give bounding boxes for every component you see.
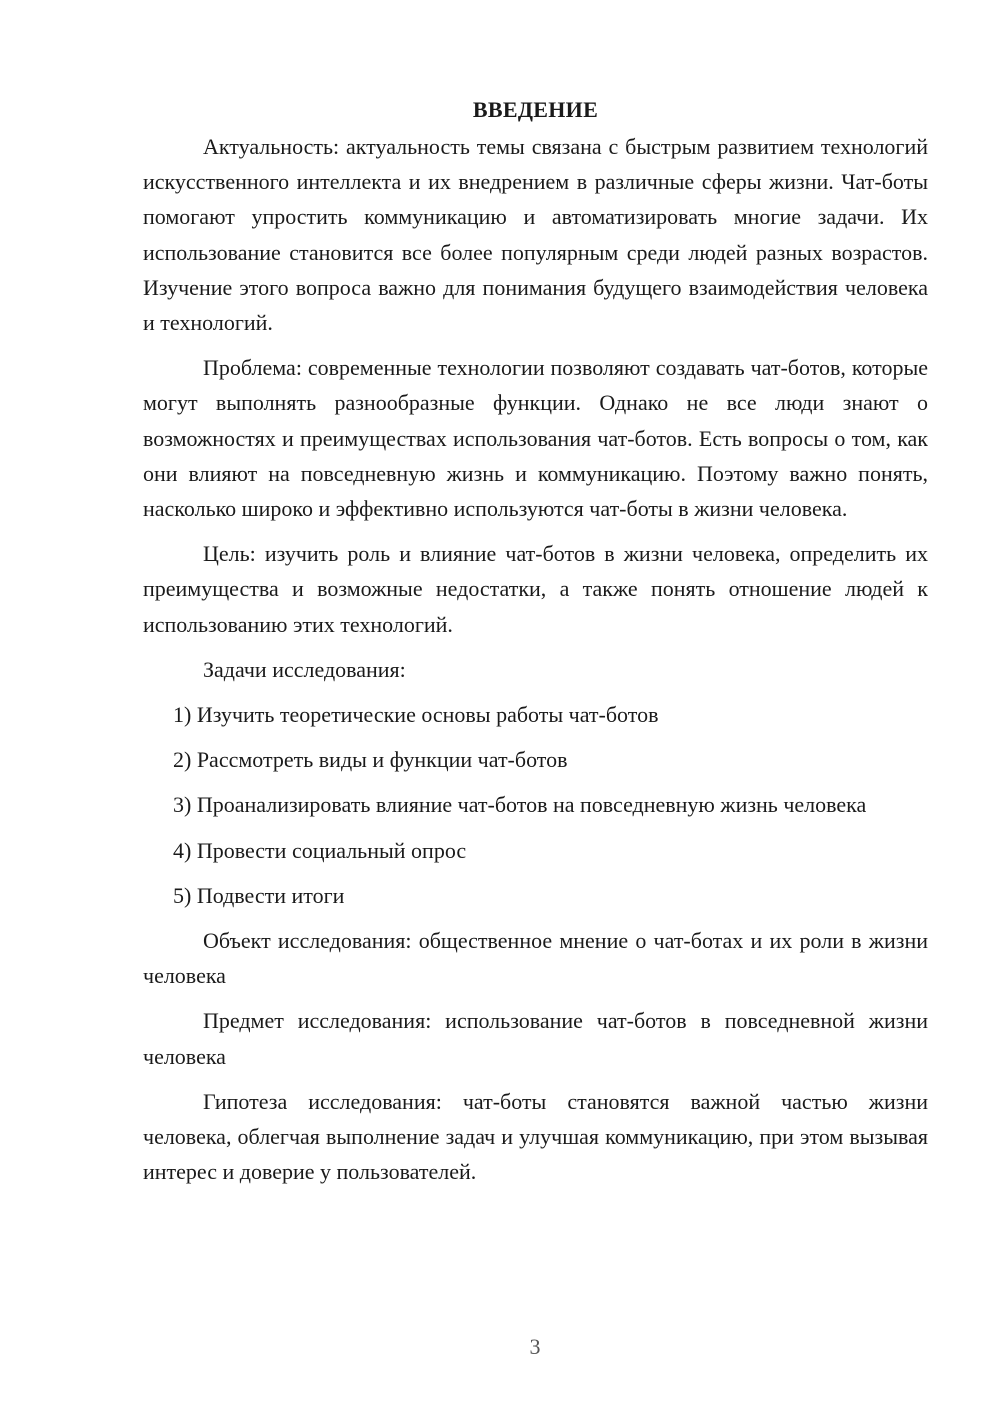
paragraph-relevance: Актуальность: актуальность темы связана с быстрым развитием технологий искусственного интеллекта и их внедрением в различные сферы жизни. Чат-боты помогают упростить коммуникацию и автоматизировать многие задачи. Их использование становится все более популярным среди людей разных возрастов. Изучение этого вопроса важно для понимания будущего взаимодействия человека и технологий. — [143, 134, 928, 336]
section-title: ВВЕДЕНИЕ — [472, 97, 599, 122]
task-item-1: 1) Изучить теоретические основы работы чат-ботов — [173, 702, 659, 728]
paragraph-object: Объект исследования: общественное мнение о чат-ботах и их роли в жизни человека — [143, 928, 928, 989]
paragraph-goal: Цель: изучить роль и влияние чат-ботов в жизни человека, определить их преимущества и возможные недостатки, а также понять отношение людей к использованию этих технологий. — [143, 541, 928, 637]
task-item-5: 5) Подвести итоги — [173, 882, 345, 908]
paragraph-tasks-heading: Задачи исследования: — [203, 656, 406, 682]
document-page — [143, 92, 928, 1199]
page-number: 3 — [529, 1334, 541, 1359]
task-item-2: 2) Рассмотреть виды и функции чат-ботов — [173, 747, 568, 773]
task-item-4: 4) Провести социальный опрос — [173, 837, 467, 863]
task-item-3: 3) Проанализировать влияние чат-ботов на повседневную жизнь человека — [173, 792, 867, 818]
paragraph-problem: Проблема: современные технологии позволяют создавать чат-ботов, которые могут выполнять разнообразные функции. Однако не все люди знают о возможностях и преимуществах использования чат-ботов. Есть вопросы о том, как они влияют на повседневную жизнь и коммуникацию. Поэтому важно понять, насколько широко и эффективно используются чат-боты в жизни человека. — [143, 355, 928, 522]
paragraph-hypothesis: Гипотеза исследования: чат-боты становятся важной частью жизни человека, облегчая выполнение задач и улучшая коммуникацию, при этом вызывая интерес и доверие у пользователей. — [143, 1088, 928, 1185]
paragraph-subject: Предмет исследования: использование чат-ботов в повседневной жизни человека — [143, 1008, 928, 1069]
